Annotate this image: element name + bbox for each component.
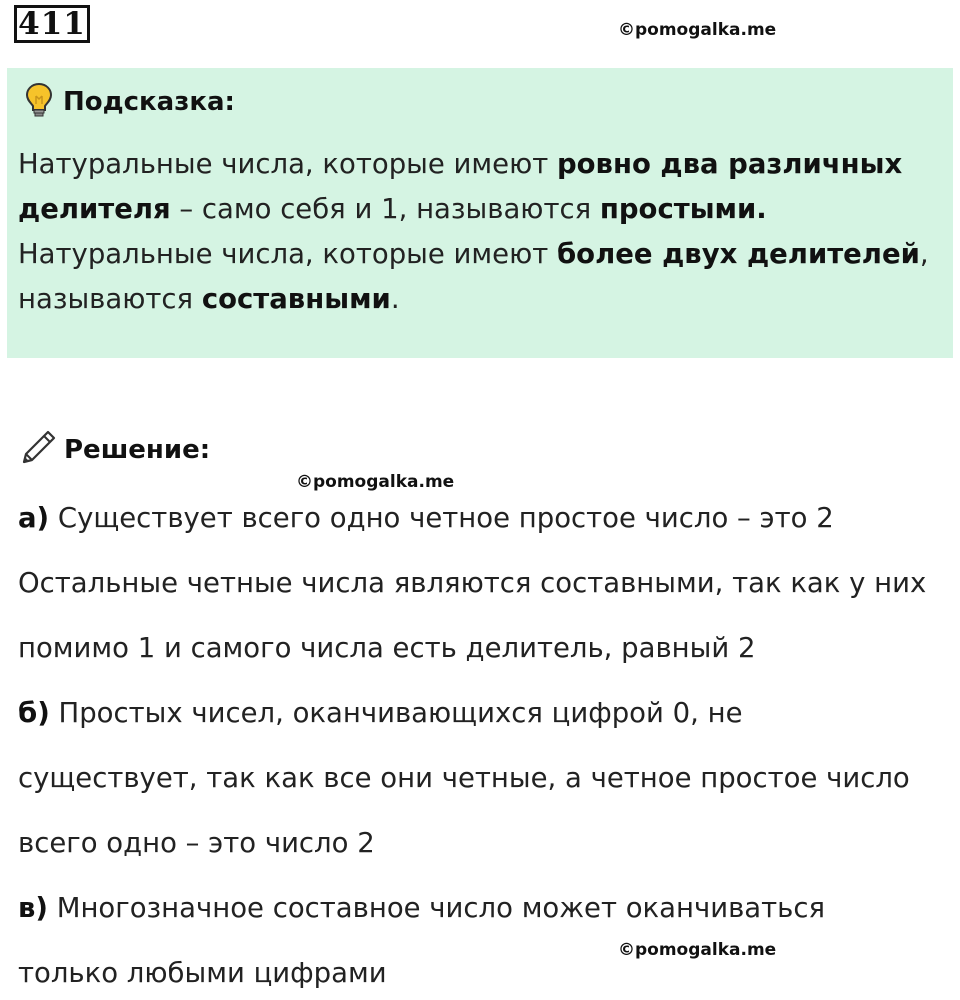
solution-title: Решение: — [64, 435, 211, 465]
lightbulb-icon — [25, 82, 53, 122]
hint-bold-part: простыми. — [599, 193, 767, 225]
hint-text-part: , называются — [18, 238, 929, 315]
hint-bold-part: более двух делителей — [556, 238, 920, 270]
hint-text-part: Натуральные числа, которые имеют — [18, 148, 557, 180]
problem-number: 411 — [14, 5, 90, 43]
hint-title: Подсказка: — [63, 87, 235, 117]
solution-line — [18, 502, 834, 534]
hint-bold-part: ровно два различных делителя — [18, 148, 903, 225]
solution-line — [18, 892, 825, 924]
solution-line — [18, 957, 387, 989]
item-label: а) — [18, 502, 50, 534]
line-text: существует, так как все они четные, а четное простое число — [18, 762, 910, 794]
hint-header — [25, 82, 235, 122]
line-text: только любыми цифрами — [18, 957, 387, 989]
hint-box — [7, 68, 953, 358]
hint-text-part: Натуральные числа, которые имеют — [18, 238, 557, 270]
watermark: ©pomogalka.me — [618, 940, 777, 960]
line-text: Многозначное составное число может оканчиваться — [47, 892, 826, 924]
pencil-icon — [18, 428, 58, 472]
line-text: помимо 1 и самого числа есть делитель, равный 2 — [18, 632, 756, 664]
solution-line — [18, 697, 743, 729]
watermark: ©pomogalka.me — [296, 472, 455, 492]
item-label: в) — [18, 892, 48, 924]
hint-text — [18, 142, 943, 322]
solution-line — [18, 762, 910, 794]
solution-header — [18, 428, 210, 472]
hint-text-part: . — [390, 283, 400, 315]
hint-text-part: – само себя и 1, называются — [170, 193, 600, 225]
solution-line — [18, 567, 926, 599]
solution-line — [18, 827, 375, 859]
line-text: Остальные четные числа являются составными, так как у них — [18, 567, 927, 599]
line-text: Простых чисел, оканчивающихся цифрой 0, не — [49, 697, 743, 729]
hint-bold-part: составными — [201, 283, 391, 315]
solution-line — [18, 632, 755, 664]
watermark: ©pomogalka.me — [618, 20, 777, 40]
item-label: б) — [18, 697, 50, 729]
line-text: всего одно – это число 2 — [18, 827, 375, 859]
line-text: Существует всего одно четное простое число – это 2 — [49, 502, 834, 534]
